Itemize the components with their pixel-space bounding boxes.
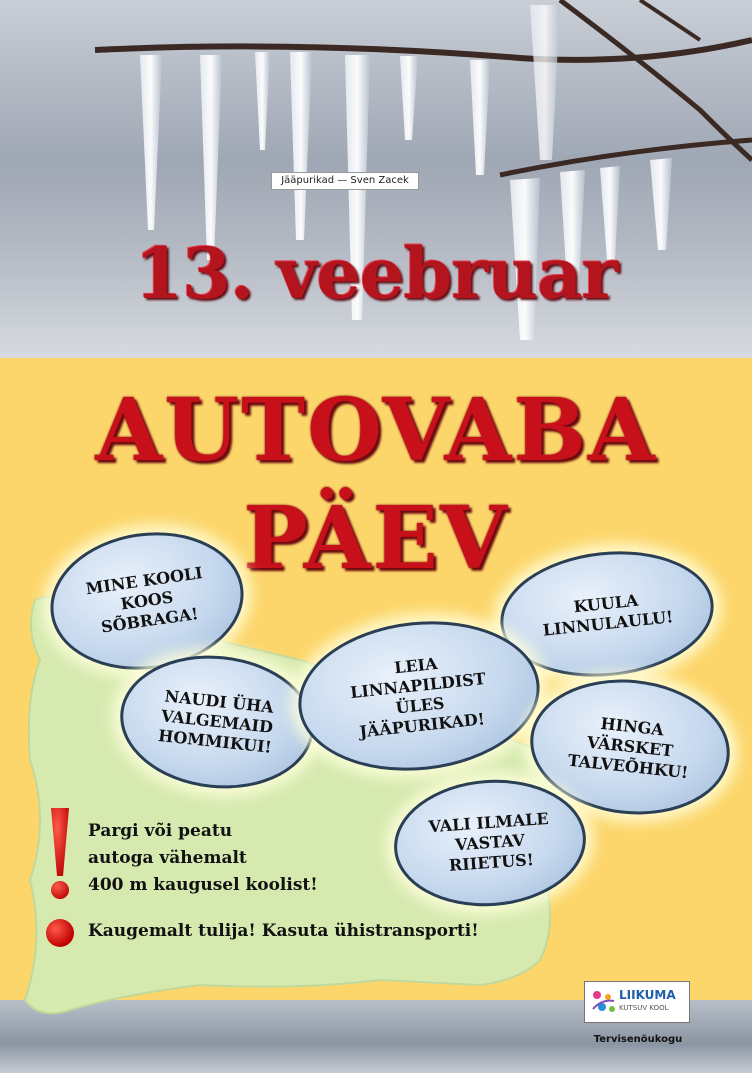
parking-note [88, 818, 318, 899]
photo-caption: Jääpurikad — Sven Zacek [271, 172, 419, 190]
logo-name: LIIKUMA [619, 988, 676, 1002]
transport-note: Kaugemalt tulija! Kasuta ühistransporti! [88, 921, 479, 941]
title-line2: PÄEV [243, 488, 509, 589]
bubble-icicles-text: LEIA LINNAPILDIST ÜLES JÄÄPURIKAD! [349, 653, 487, 742]
bubble-clothing-text: VALI ILMALE VASTAV RIIETUS! [427, 808, 550, 875]
bubble-mornings-text: NAUDI ÜHA VALGEMAID HOMMIKUI! [157, 686, 275, 757]
parking-note-line3: 400 m kaugusel koolist! [88, 875, 318, 895]
parking-note-line2: autoga vähemalt [88, 848, 247, 868]
title-line1: AUTOVABA [95, 380, 657, 481]
parking-note-line1: Pargi või peatu [88, 821, 233, 841]
bubble-friend-text: MINE KOOLI KOOS SÕBRAGA! [84, 563, 204, 637]
red-dot-icon [46, 919, 74, 947]
bubble-birdsong-text: KUULA LINNULAULU! [541, 590, 675, 640]
movement-figure-icon [588, 987, 618, 1017]
bubble-fresh-air-text: HINGA VÄRSKET TALVEÕHKU! [566, 713, 690, 783]
exclamation-icon [48, 806, 72, 902]
event-date: 13. veebruar [134, 232, 618, 315]
liikuma-logo [584, 981, 690, 1023]
logo-sub: KUTSUV KOOL [619, 1004, 669, 1012]
footer-organization: Tervisenõukogu [593, 1034, 683, 1045]
